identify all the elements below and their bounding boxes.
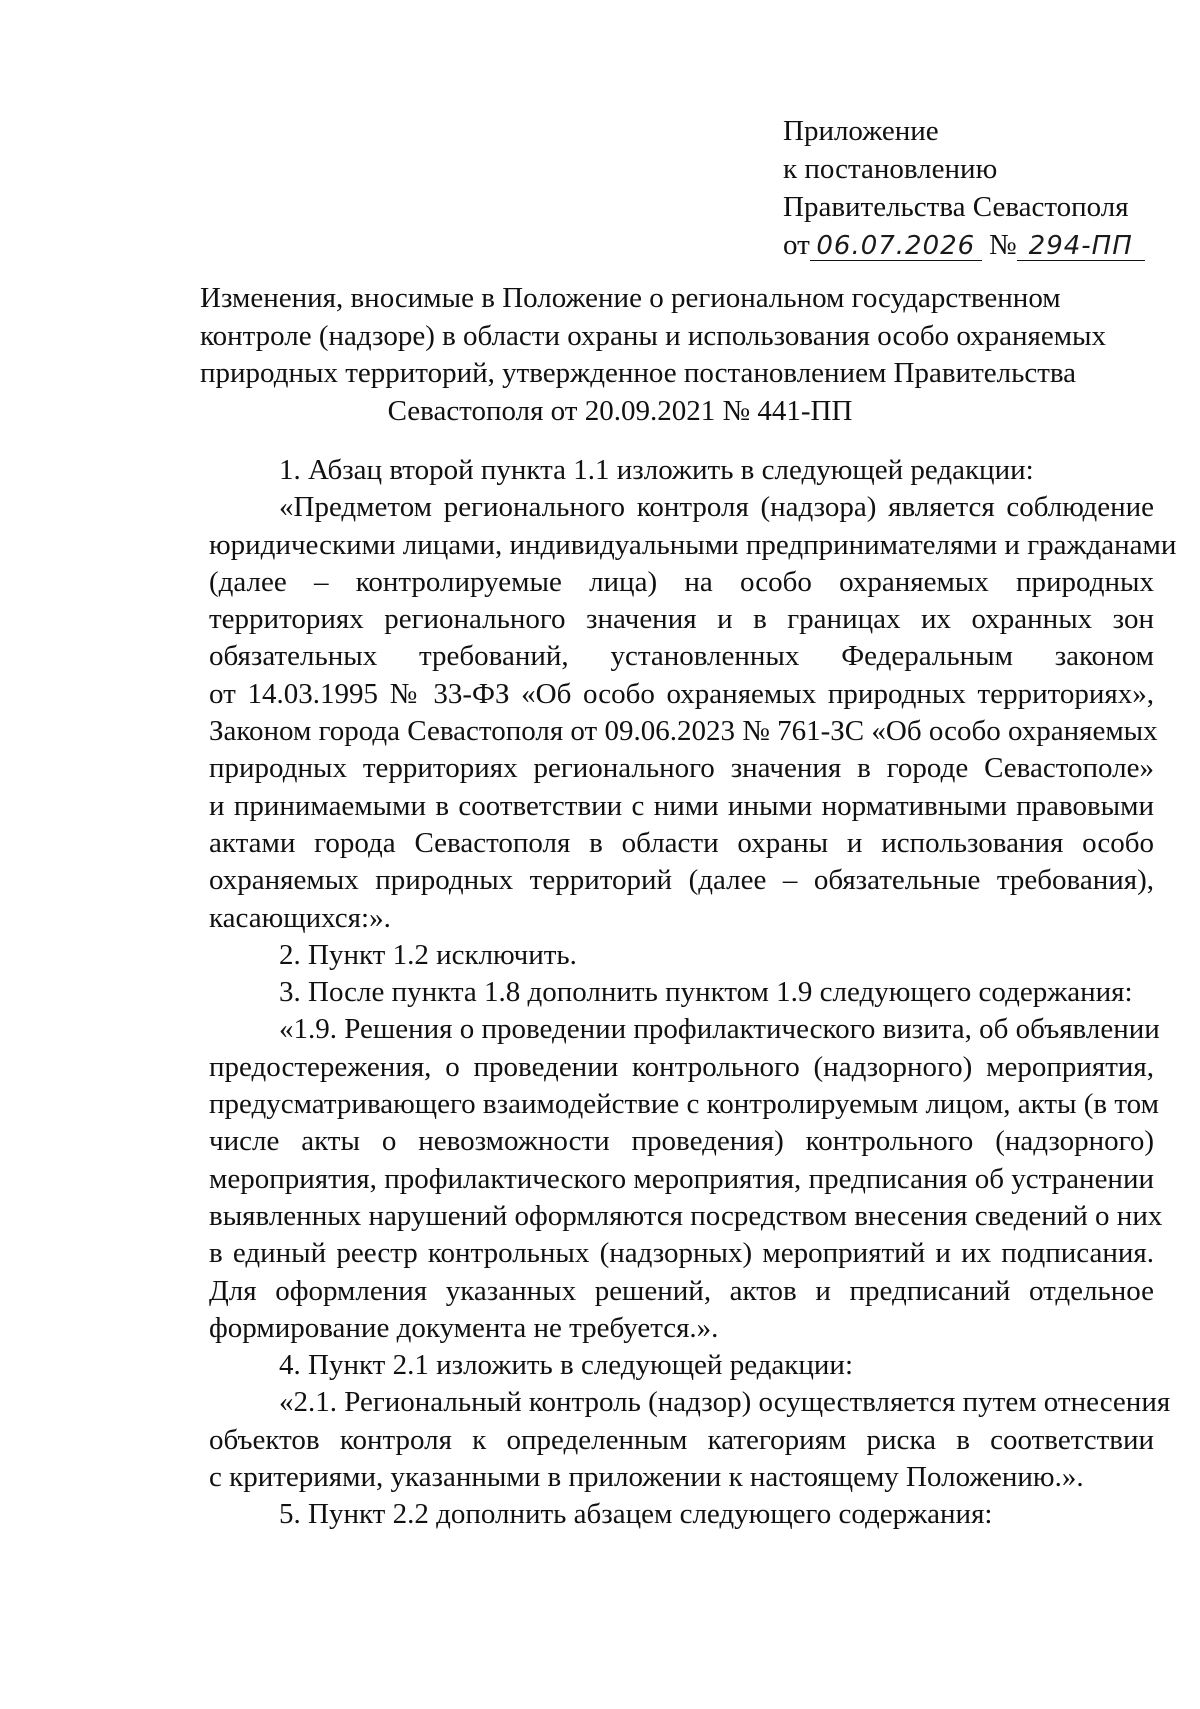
body-line: охраняемых природных территорий (далее – обязательные требования), [209,864,1154,897]
body-line: 4. Пункт 2.1 изложить в следующей редакции: [279,1349,854,1382]
body-line: 3. После пункта 1.8 дополнить пунктом 1.9 следующего содержания: [279,976,1133,1009]
body-line: 5. Пункт 2.2 дополнить абзацем следующего содержания: [279,1498,993,1531]
annex-title: Приложение [783,115,939,147]
title-line: контроле (надзоре) в области охраны и использования особо охраняемых [200,319,1107,352]
date-prefix: от [783,229,810,261]
body-line: числе акты о невозможности проведения) контрольного (надзорного) [209,1125,1154,1158]
body-line: в единый реестр контрольных (надзорных) мероприятий и их подписания. [209,1237,1154,1270]
body-line: обязательных требований, установленных Федеральным законом [209,640,1154,673]
body-line: юридическими лицами, индивидуальными предпринимателями и гражданами [209,528,1177,561]
body-line: предусматривающего взаимодействие с контролируемым лицом, акты (в том [209,1088,1159,1121]
body-line: 2. Пункт 1.2 исключить. [279,938,577,971]
body-line: актами города Севастополя в области охраны и использования особо [209,826,1154,859]
body-line: мероприятия, профилактического мероприятия, предписания об устранении [209,1162,1154,1195]
title-line: Изменения, вносимые в Положение о региональном государственном [200,282,1061,314]
body-line: объектов контроля к определенным категориям риска в соответствии [209,1423,1154,1456]
annex-authority: Правительства Севастополя [783,191,1129,223]
body-line: выявленных нарушений оформляются посредством внесения сведений о них [209,1199,1163,1232]
body-line: Для оформления указанных решений, актов и предписаний отдельное [209,1274,1154,1307]
title-line: природных территорий, утвержденное постановлением Правительства [200,357,1077,389]
handwritten-date: 06.07.2026 [810,232,982,261]
document-title [200,280,1107,430]
body-line: от 14.03.1995 № 33-ФЗ «Об особо охраняемых природных территориях», [209,677,1154,710]
body-line: природных территориях регионального значения в городе Севастополе» [209,752,1154,785]
annex-header [783,112,1163,264]
body-line: «2.1. Региональный контроль (надзор) осуществляется путем отнесения [279,1386,1171,1419]
title-line: Севастополя от 20.09.2021 № 441-ПП [387,394,853,427]
handwritten-number: 294-ПП [1017,232,1145,261]
body-line: 1. Абзац второй пункта 1.1 изложить в следующей редакции: [279,454,1034,486]
body-line: и принимаемыми в соответствии с ними иными нормативными правовыми [209,789,1154,822]
body-line: «1.9. Решения о проведении профилактического визита, об объявлении [279,1013,1160,1046]
annex-date-number [783,226,1163,264]
body-line: территориях регионального значения и в границах их охранных зон [209,603,1154,636]
body-line: (далее – контролируемые лица) на особо охраняемых природных [209,565,1154,598]
number-prefix: № [989,229,1017,261]
body-line: Законом города Севастополя от 09.06.2023 № 761-ЗС «Об особо охраняемых [209,715,1158,748]
document-body [209,452,1177,1534]
body-line: «Предметом регионального контроля (надзора) является соблюдение [279,491,1154,524]
body-line: касающихся:». [209,901,391,934]
annex-reference: к постановлению [783,153,998,185]
body-line: формирование документа не требуется.». [209,1311,719,1344]
body-line: с критериями, указанными в приложении к настоящему Положению.». [209,1461,1084,1494]
body-line: предостережения, о проведении контрольного (надзорного) мероприятия, [209,1050,1154,1083]
